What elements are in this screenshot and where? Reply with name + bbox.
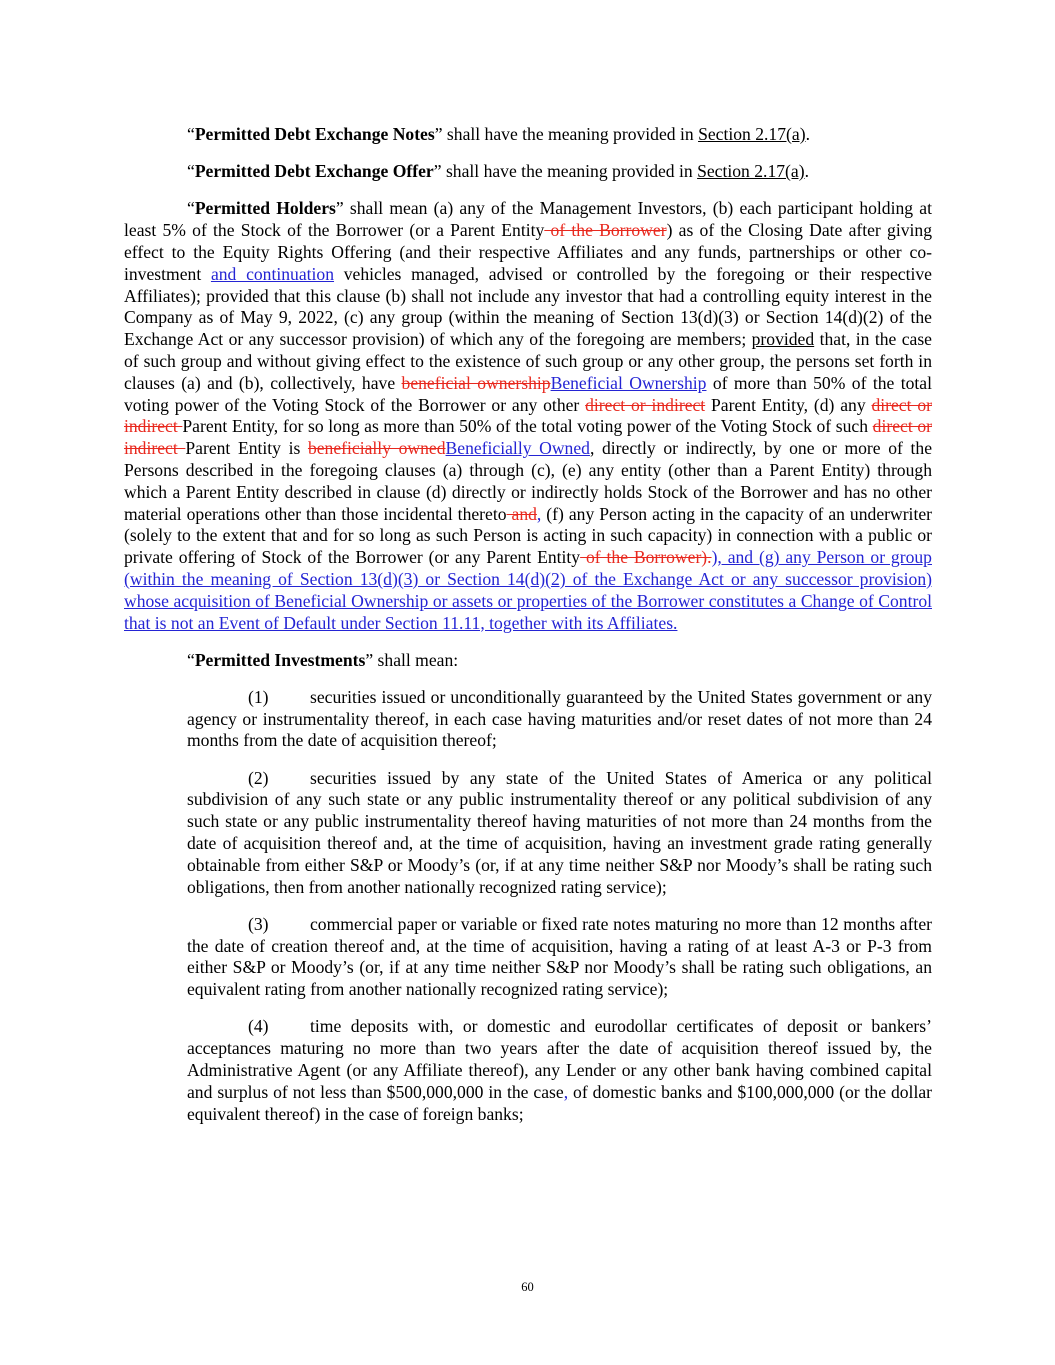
inserted-text: ), and (g) any Person or group (within the meaning of Section 13(d)(3) or Section 14(d)(2) of the Exchange Act or any successor provision) whose acquisition of Beneficial Ownership or assets or properties of the Borrower constitutes a Change of Control that is not an Event of Default under Section 11.11, together with its Affiliates. xyxy=(124,547,932,633)
definition-permitted-debt-exchange-offer: “Permitted Debt Exchange Offer” shall have the meaning provided in Section 2.17(a). xyxy=(187,161,809,182)
item-number: (2) xyxy=(248,767,269,788)
inserted-text: and continuation xyxy=(210,263,335,284)
document-page xyxy=(124,124,932,1141)
underlined-proviso: provided xyxy=(751,329,815,350)
list-item: (1) securities issued or unconditionally guaranteed by the United States government or any agency or instrumentality thereof, in each case having maturities and/or reset dates of not more than 24 months from the date of acquisition thereof; xyxy=(187,686,932,751)
item-number: (4) xyxy=(248,1016,269,1037)
defined-term: Permitted Holders xyxy=(194,198,336,219)
definition-permitted-holders: “Permitted Holders” shall mean (a) any of the Management Investors, (b) each participant holding at least 5% of the Stock of the Borrower (or a Parent Entity of the Borrower) as of the Closing Date after giving effect to the Equity Rights Offering (and their respective Affiliates and any funds, partnerships or other co-investment and continuation vehicles managed, advised or controlled by the foregoing or their respective Affiliates); provided that this clause (b) shall not include any investor that had a controlling equity interest in the Company as of May 9, 2022, (c) any group (within the meaning of Section 13(d)(3) or Section 14(d)(2) of the Exchange Act or any successor provision) of which any of the foregoing are members; provided that, in the case of such group and without giving effect to the existence of such group or any other group, the persons set forth in clauses (a) and (b), collectively, have beneficial ownershipBeneficial Ownership of more than 50% of the total voting power of the Voting Stock of the Borrower or any other direct or indirect Parent Entity, (d) any direct or indirect Parent Entity, for so long as more than 50% of the total voting power of the Voting Stock of such direct or indirect Parent Entity is beneficially ownedBeneficially Owned, directly or indirectly, by one or more of the Persons described in the foregoing clauses (a) through (c), (e) any entity (other than a Parent Entity) through which a Parent Entity described in clause (d) directly or indirectly holds Stock of the Borrower and has no other material operations other than those incidental thereto and, (f) any Person acting in the capacity of an underwriter (solely to the extent that and for so long as such Person is acting in such capacity) in connection with a public or private offering of Stock of the Borrower (or any Parent Entity of the Borrower).), and (g) any Person or group (within the meaning of Section 13(d)(3) or Section 14(d)(2) of the Exchange Act or any successor provision) whose acquisition of Beneficial Ownership or assets or properties of the Borrower constitutes a Change of Control that is not an Event of Default under Section 11.11, together with its Affiliates. xyxy=(124,198,933,633)
definition-permitted-debt-exchange-notes: “Permitted Debt Exchange Notes” shall have the meaning provided in Section 2.17(a). xyxy=(187,124,810,144)
defined-term: Permitted Investments xyxy=(194,649,366,670)
defined-term: Permitted Debt Exchange Notes xyxy=(194,124,435,144)
section-reference: Section 2.17(a) xyxy=(698,124,806,144)
deleted-text: direct or indirect xyxy=(124,416,933,459)
deleted-text: beneficially owned xyxy=(307,438,446,459)
item-number: (1) xyxy=(248,686,269,707)
deleted-text: beneficial ownership xyxy=(401,372,551,393)
section-reference: Section 2.17(a) xyxy=(697,161,805,182)
inserted-text: Beneficially Owned xyxy=(445,438,590,459)
deleted-text: direct or indirect xyxy=(124,394,932,437)
list-item: (3) commercial paper or variable or fixed rate notes maturing no more than 12 months after the date of creation thereof and, at the time of acquisition, having a rating of at least A-3 or P-3 from either S&P or Moody’s (or, if at any time neither S&P nor Moody’s shall be rating such obligations, an equivalent rating from another nationally recognized rating service); xyxy=(187,913,932,1000)
deleted-text: of the Borrower). xyxy=(580,547,712,568)
inserted-text: Beneficial Ownership xyxy=(550,372,707,393)
page-number: 60 xyxy=(521,1280,534,1294)
list-item: (2) securities issued by any state of the United States of America or any political subdivision of any such state or any public instrumentality thereof or any political subdivision of any such state or any public instrumentality thereof having maturities of not more than 24 months from the date of acquisition thereof and, at the time of acquisition, having an investment grade rating generally obtainable from either S&P or Moody’s (or, if at any time neither S&P nor Moody’s shall be rating such obligations, then from another nationally recognized rating service); xyxy=(187,767,932,897)
inserted-text: , xyxy=(536,503,542,524)
definition-permitted-investments: “Permitted Investments” shall mean: xyxy=(187,649,459,670)
deleted-text: of the Borrower xyxy=(544,220,667,241)
deleted-text: and xyxy=(506,503,537,524)
inserted-text: , xyxy=(563,1081,569,1102)
item-number: (3) xyxy=(248,913,269,934)
list-item: (4) time deposits with, or domestic and eurodollar certificates of deposit or bankers’ acceptances maturing no more than two years after the date of acquisition thereof issued by, the Administrative Agent (or any Affiliate thereof), any Lender or any other bank having combined capital and surplus of not less than $500,000,000 in the case, of domestic banks and $100,000,000 (or the dollar equivalent thereof) in the case of foreign banks; xyxy=(187,1016,933,1124)
defined-term: Permitted Debt Exchange Offer xyxy=(194,161,434,182)
deleted-text: direct or indirect xyxy=(585,394,706,415)
